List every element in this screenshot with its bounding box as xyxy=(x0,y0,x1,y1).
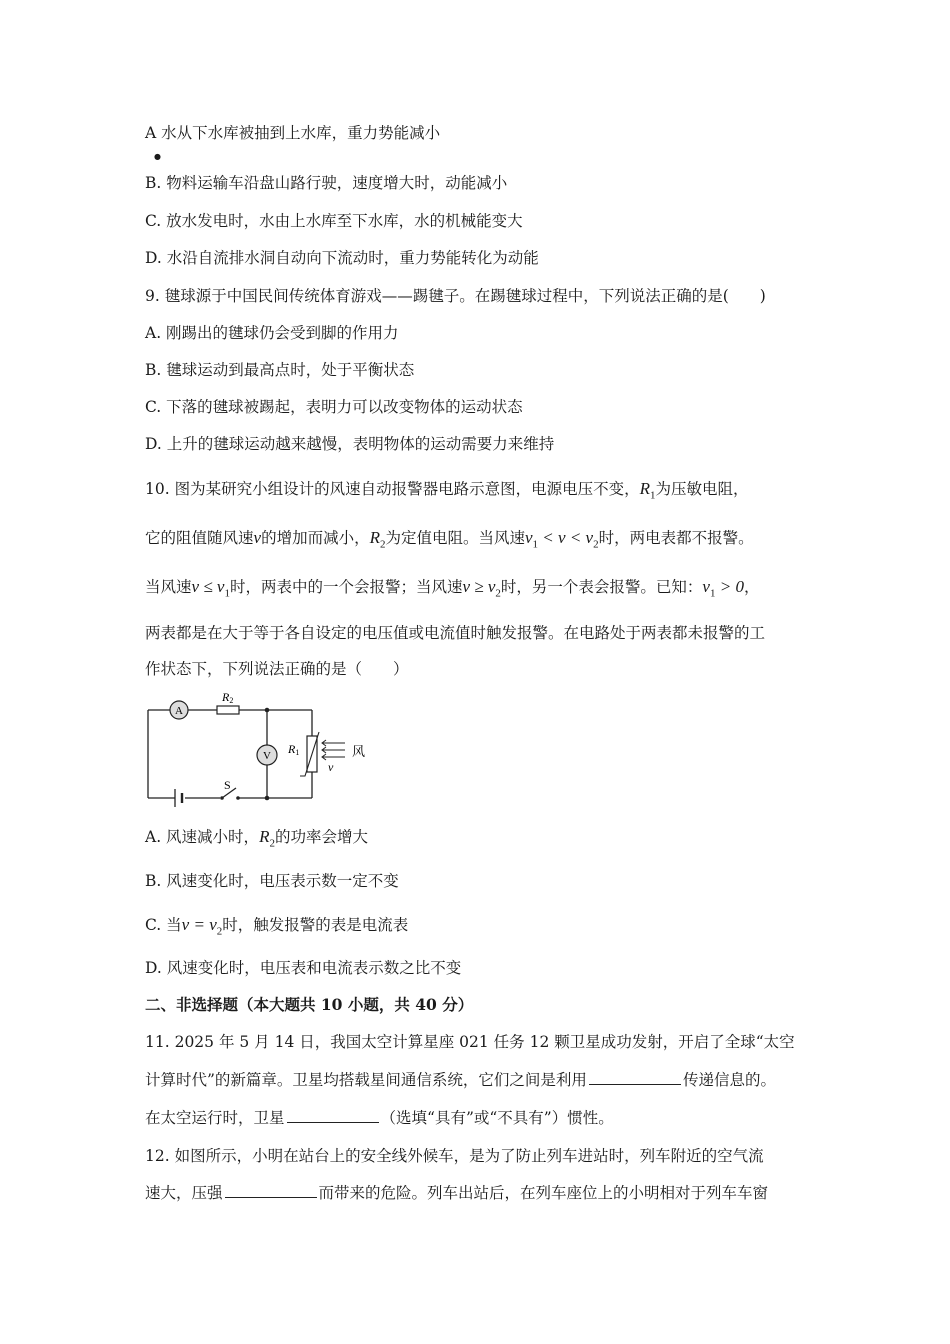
q9-option-b: B. 毽球运动到最高点时，处于平衡状态 xyxy=(145,361,415,379)
r2-label: R2 xyxy=(222,690,234,705)
q10-line-2: 它的阻值随风速v的增加而减小，$R_2$为定值电阻。当风速$v_1 < v < v_2$时，两电表都不报警。 xyxy=(145,528,754,551)
answer-blank[interactable] xyxy=(287,1108,379,1123)
switch-icon xyxy=(220,796,224,800)
q10-option-c: C. 当$v = v_2$时，触发报警的表是电流表 xyxy=(145,915,409,938)
switch-label: S xyxy=(224,778,231,792)
q9-option-a: A. 刚踢出的毽球仍会受到脚的作用力 xyxy=(145,324,399,342)
voltmeter-label: V xyxy=(263,750,271,762)
wind-label: 风 xyxy=(352,744,366,759)
q10-line-1: 10. 图为某研究小组设计的风速自动报警器电路示意图，电源电压不变，$R_1$为压敏电阻， xyxy=(145,479,749,502)
q10-option-b: B. 风速变化时，电压表示数一定不变 xyxy=(145,872,399,890)
resistor-r2 xyxy=(217,706,239,714)
ammeter-label: A xyxy=(175,705,183,717)
q11-line-1: 11. 2025 年 5 月 14 日，我国太空计算星座 021 任务 12 颗卫星成功发射，开启了全球“太空 xyxy=(145,1033,795,1051)
battery-icon xyxy=(175,789,182,807)
q9-stem: 9. 毽球源于中国民间传统体育游戏——踢毽子。在踢毽球过程中，下列说法正确的是( ) xyxy=(145,287,766,305)
q12-line-1: 12. 如图所示，小明在站台上的安全线外候车，是为了防止列车进站时，列车附近的空气流 xyxy=(145,1147,764,1165)
q8-option-c: C. 放水发电时，水由上水库至下水库，水的机械能变大 xyxy=(145,212,523,230)
q11-line-3: 在太空运行时，卫星 （选填“具有”或“不具有”）惯性。 xyxy=(145,1109,614,1127)
answer-blank[interactable] xyxy=(589,1070,681,1085)
section-title: 二、非选择题（本大题共 10 小题，共 40 分） xyxy=(145,995,474,1014)
wind-arrows-icon xyxy=(322,740,345,760)
q10-option-d: D. 风速变化时，电压表和电流表示数之比不变 xyxy=(145,959,462,977)
math-inequality: $v_1 < v < v_2$ xyxy=(524,528,599,551)
math-r1: $R_1$ xyxy=(639,479,656,502)
q8-option-d: D. 水沿自流排水洞自动向下流动时，重力势能转化为动能 xyxy=(145,249,539,267)
math-r2: $R_2$ xyxy=(369,528,386,551)
q12-line-2: 速大，压强 而带来的危险。列车出站后，在列车座位上的小明相对于列车车窗 xyxy=(145,1184,769,1202)
emphasis-dot: ● xyxy=(154,152,161,161)
circuit-diagram xyxy=(140,688,380,808)
q10-line-5: 作状态下，下列说法正确的是（ ） xyxy=(145,660,409,678)
answer-blank[interactable] xyxy=(225,1183,317,1198)
r1-label: R1 xyxy=(288,742,300,757)
q10-option-a: A. 风速减小时，$R_2$的功率会增大 xyxy=(145,827,368,850)
q9-option-d: D. 上升的毽球运动越来越慢，表明物体的运动需要力来维持 xyxy=(145,435,555,453)
q10-line-4: 两表都是在大于等于各自设定的电压值或电流值时触发报警。在电路处于两表都未报警的工 xyxy=(145,624,766,642)
q10-line-3: 当风速$v \le v_1$时，两表中的一个会报警；当风速$v \ge v_2$时，另一个表会报警。已知：$v_1 > 0$， xyxy=(145,577,760,600)
v-label: v xyxy=(328,760,334,774)
q9-option-c: C. 下落的毽球被踢起，表明力可以改变物体的运动状态 xyxy=(145,398,523,416)
q8-option-a: A 水从下水库被抽到上水库，重力势能减小 xyxy=(145,124,441,142)
q8-option-b: B. 物料运输车沿盘山路行驶，速度增大时，动能减小 xyxy=(145,174,508,192)
q11-line-2: 计算时代”的新篇章。卫星均搭载星间通信系统，它们之间是利用 传递信息的。 xyxy=(145,1071,776,1089)
